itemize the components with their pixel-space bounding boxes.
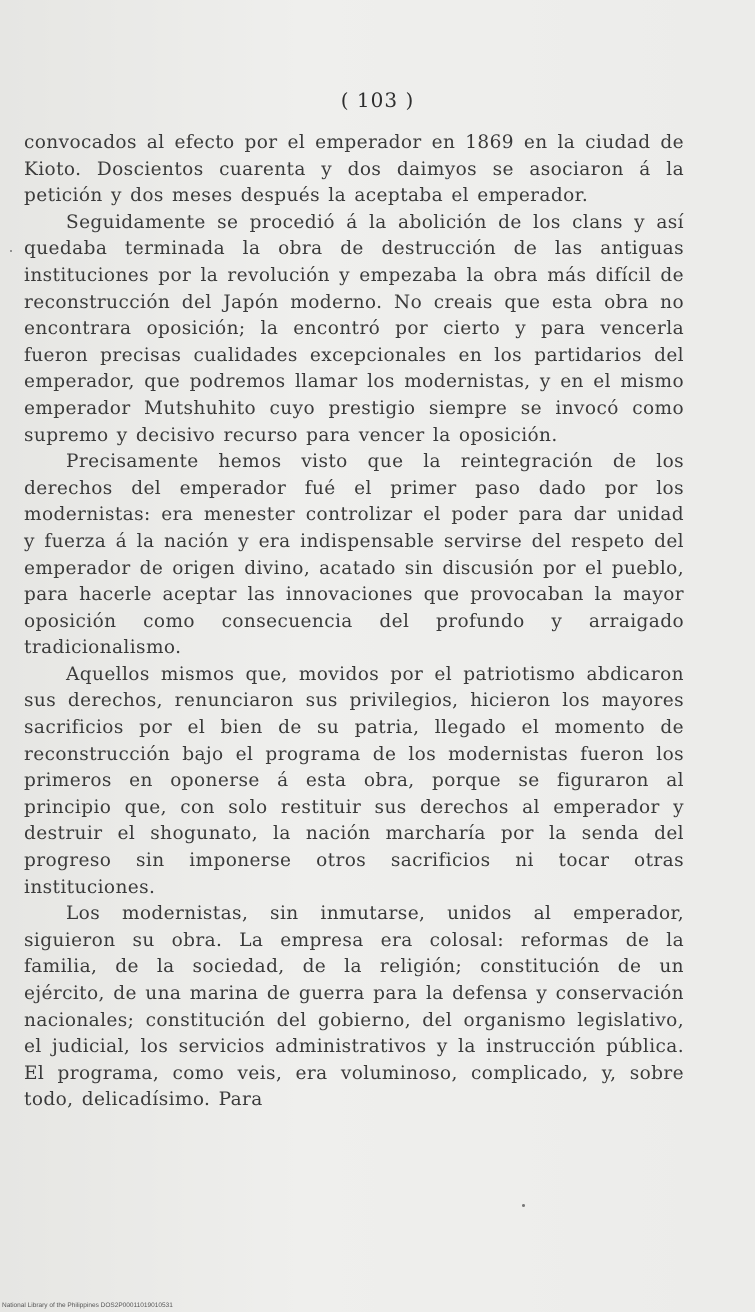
paragraph-2: Seguidamente se procedió á la abolición de los clans y así quedaba terminada la obra de destrucción de las antiguas instituciones por la revolución y empezaba la obra más difícil de reconstrucción del Japón moderno. No creais que esta obra no encontrara oposición; la encontró por cierto y para vencerla fueron precisas cualidades excepcionales en los partidarios del emperador, que podremos llamar los modernistas, y en el mismo emperador Mutshuhito cuyo prestigio siempre se invocó como supremo y decisivo recurso para vencer la oposición. bbox=[24, 211, 684, 446]
paragraph-1: convocados al efecto por el emperador en 1869 en la ciudad de Kioto. Doscientos cuarenta y dos daimyos se asociaron á la petición y dos meses después la aceptaba el emperador. bbox=[24, 132, 684, 207]
paragraph-3: Precisamente hemos visto que la reintegración de los derechos del emperador fué el primer paso dado por los modernistas: era menester controlizar el poder para dar unidad y fuerza á la nación y era indispensable servirse del respeto del emperador de origen divino, acatado sin discusión por el pueblo, para hacerle aceptar las innovaciones que provocaban la mayor oposición como consecuencia del profundo y arraigado tradicionalismo. bbox=[24, 451, 684, 659]
paragraph-5: Los modernistas, sin inmutarse, unidos al emperador, siguieron su obra. La empresa era colosal: reformas de la familia, de la sociedad, de la religión; constitución de un ejército, de una marina de guerra para la defensa y conservación nacionales; constitución del gobierno, del organismo legislativo, el judicial, los servicios administrativos y la instrucción pública. El programa, como veis, era voluminoso, complicado, y, sobre todo, delicadísimo. Para bbox=[24, 903, 684, 1111]
scan-speck bbox=[522, 1204, 525, 1207]
paragraph-4: Aquellos mismos que, movidos por el patriotismo abdicaron sus derechos, renunciaron sus privilegios, hicieron los mayores sacrificios por el bien de su patria, llegado el momento de reconstrucción bajo el programa de los modernistas fueron los primeros en oponerse á esta obra, porque se figuraron al principio que, con solo restituir sus derechos al emperador y destruir el shogunato, la nación marcharía por la senda del progreso sin imponerse otros sacrificios ni tocar otras instituciones. bbox=[24, 663, 684, 898]
page-number: ( 103 ) bbox=[340, 88, 415, 112]
scan-speck bbox=[10, 250, 12, 252]
body-text bbox=[24, 130, 684, 1114]
library-footer: National Library of the Philippines DOS2P00011019010531 bbox=[2, 1302, 173, 1309]
